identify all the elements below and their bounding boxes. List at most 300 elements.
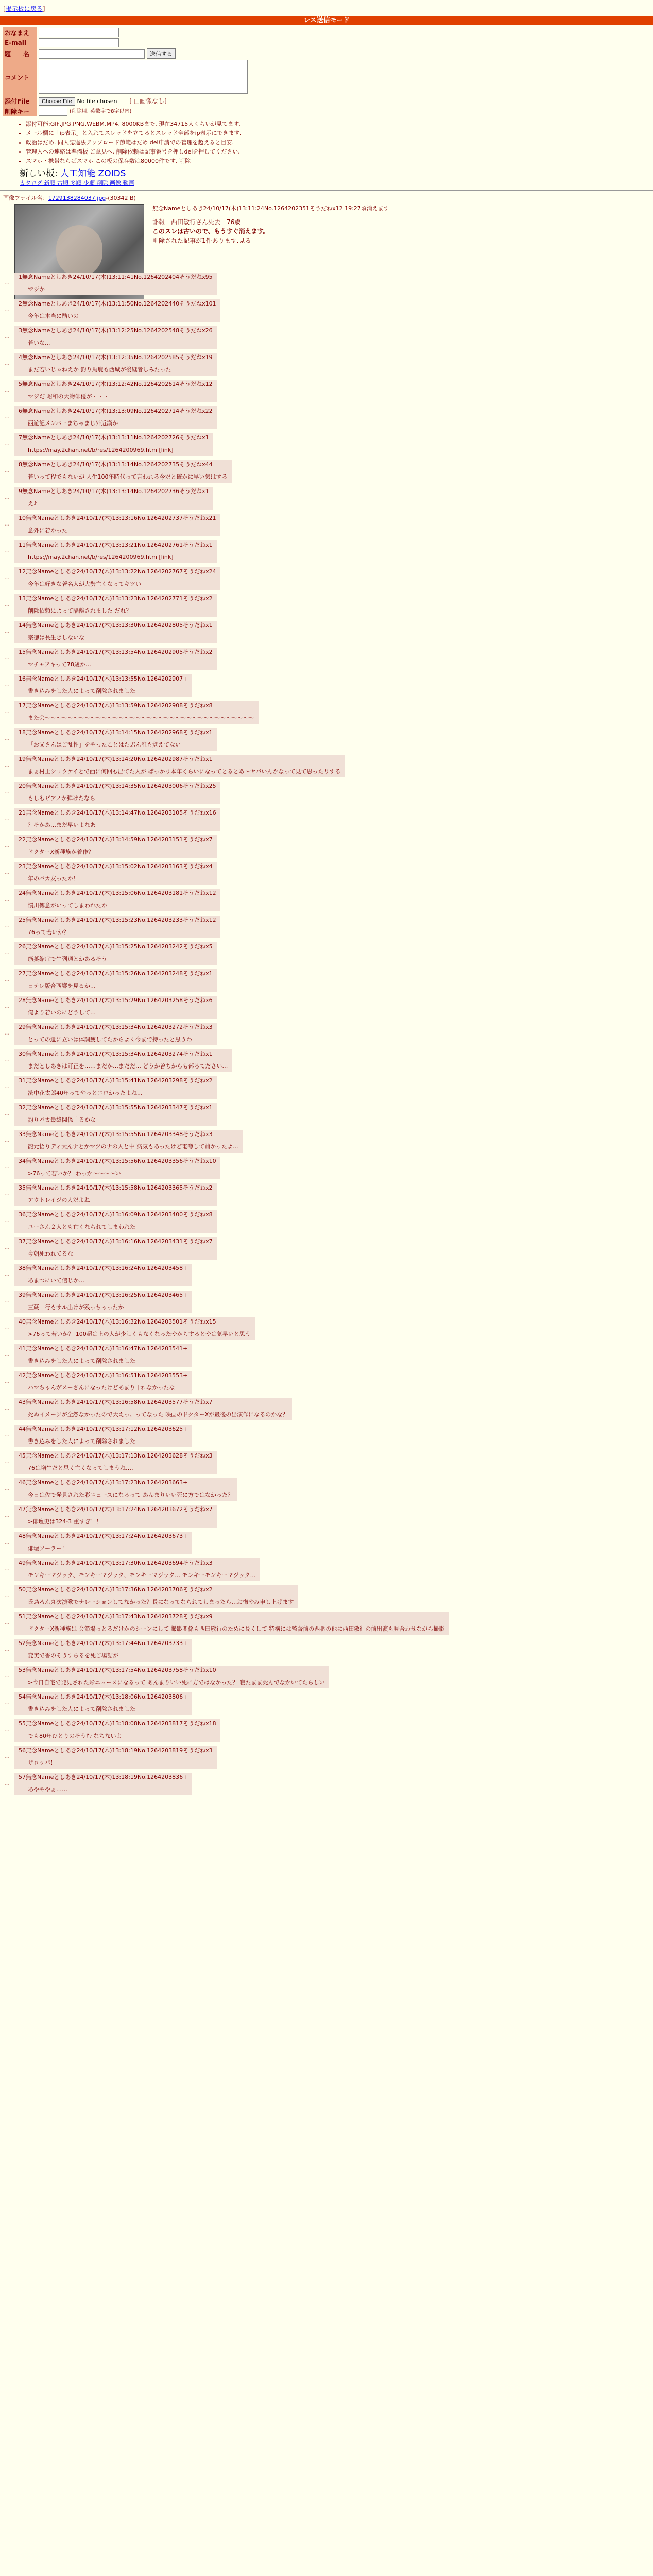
- reply-post: [0, 433, 653, 460]
- reply-header: 27無念Nameとしあき24/10/17(木)13:15:26No.1264203248そうだねx1: [19, 970, 213, 977]
- reply-body: とっての遺に立いは体調疲してたからよく今まで持ったと思うわ: [28, 1036, 192, 1043]
- reply-box: [14, 1210, 217, 1233]
- reply-header: 24無念Nameとしあき24/10/17(木)13:15:06No.1264203181そうだねx12: [19, 890, 216, 896]
- rules-list: [20, 120, 653, 166]
- rule-item: • 管理人への連絡は準備板 ご意見へ. 削除依頼は記事番号を押しdelを押してください.: [26, 147, 653, 157]
- back-link[interactable]: 掲示板に戻る: [5, 5, 43, 12]
- reply-body: 書き込みをした人によって削除されました: [28, 1438, 135, 1445]
- reply-box: [14, 835, 217, 858]
- reply-box: [14, 1076, 217, 1099]
- reply-header: 31無念Nameとしあき24/10/17(木)13:15:41No.1264203298そうだねx2: [19, 1077, 213, 1084]
- op-file-link[interactable]: 1729138284037.jpg: [48, 195, 106, 201]
- op-line: このスレは古いので、もうすぐ消えます。: [152, 228, 269, 235]
- reply-header: 20無念Nameとしあき24/10/17(木)13:14:35No.1264203006そうだねx25: [19, 783, 216, 789]
- reply-body: ドクターX新種族は 会節場っとるだけかのシーンにして 撮影関係も西田敏行のために長くして 特構には監督前の西番の他に西田敏行の前出演も見合わせながら撮影: [28, 1625, 445, 1632]
- delkey-note: (削除用. 英数字で8字以内): [69, 109, 132, 114]
- reply-box: [14, 862, 217, 885]
- reply-post: [0, 594, 653, 621]
- reply-post: [0, 1719, 653, 1746]
- reply-marker: …: [4, 628, 10, 634]
- reply-box: [14, 782, 220, 804]
- reply-marker: …: [4, 1512, 10, 1518]
- reply-header: 23無念Nameとしあき24/10/17(木)13:15:02No.1264203163そうだねx4: [19, 863, 213, 870]
- reply-box: [14, 1585, 298, 1608]
- reply-post: [0, 1398, 653, 1425]
- reply-marker: …: [4, 815, 10, 822]
- reply-post: [0, 782, 653, 808]
- reply-header: 38無念Nameとしあき24/10/17(木)13:16:24No.1264203458+: [19, 1265, 188, 1272]
- reply-header: 39無念Nameとしあき24/10/17(木)13:16:25No.1264203465+: [19, 1292, 188, 1298]
- reply-header: 40無念Nameとしあき24/10/17(木)13:16:32No.1264203501そうだねx15: [19, 1318, 216, 1325]
- reply-post: [0, 460, 653, 487]
- reply-body: 若いな...: [28, 340, 50, 346]
- reply-post: [0, 1585, 653, 1612]
- reply-box: [14, 326, 217, 349]
- reply-body: 今朝死われてるな: [28, 1250, 73, 1257]
- reply-box: [14, 1157, 220, 1179]
- name-input[interactable]: [39, 28, 119, 37]
- file-size: -(30342 B): [106, 195, 136, 201]
- reply-body: >76って若いか？ 100超は上の人が少しくもなくなったやからするとやは気早いと思う: [28, 1331, 251, 1337]
- reply-post: [0, 1049, 653, 1076]
- reply-marker: …: [4, 1753, 10, 1759]
- reply-body: 書き込みをした人によって削除されました: [28, 688, 135, 694]
- reply-body: もしもピアノが弾けたなら: [28, 795, 96, 802]
- reply-header: 51無念Nameとしあき24/10/17(木)13:17:43No.1264203728そうだねx9: [19, 1613, 213, 1620]
- reply-header: 45無念Nameとしあき24/10/17(木)13:17:13No.1264203628そうだねx3: [19, 1452, 213, 1459]
- reply-post: [0, 1425, 653, 1451]
- reply-header: 21無念Nameとしあき24/10/17(木)13:14:47No.1264203105そうだねx16: [19, 809, 216, 816]
- reply-marker: …: [4, 1565, 10, 1572]
- reply-body: マジか: [28, 286, 45, 293]
- reply-post: [0, 1666, 653, 1692]
- reply-box: [14, 755, 345, 777]
- reply-box: [14, 380, 217, 402]
- reply-marker: …: [4, 1003, 10, 1009]
- reply-box: [14, 460, 232, 483]
- reply-box: [14, 1317, 255, 1340]
- reply-body: あやややぁ……: [28, 1786, 67, 1793]
- reply-header: 56無念Nameとしあき24/10/17(木)13:18:19No.1264203819そうだねx3: [19, 1747, 213, 1754]
- file-prefix: 画像ファイル名：: [3, 195, 48, 201]
- reply-header: 57無念Nameとしあき24/10/17(木)13:18:19No.1264203836+: [19, 1774, 188, 1781]
- reply-post: [0, 648, 653, 674]
- reply-body: >俳壇史は324-3 重すぎ！！: [28, 1518, 102, 1525]
- choose-file-button[interactable]: Choose File: [39, 97, 75, 106]
- reply-marker: …: [4, 467, 10, 473]
- reply-header: 10無念Nameとしあき24/10/17(木)13:13:16No.1264202737そうだねx21: [19, 515, 216, 521]
- reply-post: [0, 1130, 653, 1157]
- reply-post: [0, 942, 653, 969]
- op-line: 削除された記事が1件あります.見る: [152, 237, 251, 244]
- reply-marker: …: [4, 1592, 10, 1599]
- reply-header: 55無念Nameとしあき24/10/17(木)13:18:08No.1264203817そうだねx18: [19, 1720, 216, 1727]
- submit-button[interactable]: 送信する: [147, 48, 176, 59]
- comment-label: コメント: [3, 59, 37, 96]
- reply-box: [14, 916, 220, 938]
- reply-body: まぁ村上ショウケイとで西に何回も出てた人が ばっかり本年くらいになってとるとあ〜ヤバいんかなって見て思ったりする: [28, 768, 341, 775]
- reply-box: [14, 540, 217, 563]
- email-input[interactable]: [39, 38, 119, 47]
- reply-body: 龍元悟りディ大んナとかマツのナの人と中 病気もあったけど電噂して前かったよ...: [28, 1143, 238, 1150]
- reply-box: [14, 433, 213, 456]
- reply-body: >今日自宅で発見された彩ニュースになるって あんまりいい死に方ではなかった？ 寝たまま死んでなかいてたらしい: [28, 1679, 325, 1686]
- reply-box: [14, 728, 217, 751]
- reply-body: ハマちゃんがスーさんになったけどあまり干れなかったな: [28, 1384, 175, 1391]
- textonly-checkbox[interactable]: [ □画像なし]: [129, 97, 167, 105]
- reply-marker: …: [4, 895, 10, 902]
- reply-header: 53無念Nameとしあき24/10/17(木)13:17:54No.1264203758そうだねx10: [19, 1667, 216, 1673]
- reply-body: マチャアキって78歳か…: [28, 661, 91, 668]
- reply-post: [0, 1639, 653, 1666]
- reply-marker: …: [4, 1029, 10, 1036]
- reply-post: [0, 996, 653, 1023]
- reply-marker: …: [4, 547, 10, 554]
- reply-post: [0, 862, 653, 889]
- reply-body: ドクターX新種族が着作？: [28, 849, 94, 855]
- reply-body: 76って若いか？: [28, 929, 69, 936]
- reply-marker: …: [4, 788, 10, 795]
- reply-form: [0, 25, 653, 116]
- reply-post: [0, 1183, 653, 1210]
- file-none-text: No file chosen: [77, 98, 117, 105]
- reply-body: 変実で香のそうすらるを死ご場詰が: [28, 1652, 118, 1659]
- rule-item: • 政治はだめ. 同人誌違法アップロード節範はだめ del申請での管理を超えると目安.: [26, 138, 653, 147]
- reply-marker: …: [4, 949, 10, 956]
- reply-box: [14, 1719, 220, 1742]
- reply-marker: …: [4, 1619, 10, 1625]
- reply-post: [0, 273, 653, 299]
- reply-box: [14, 1773, 192, 1795]
- reply-marker: …: [4, 1646, 10, 1652]
- category-links: [20, 179, 653, 187]
- reply-box: [14, 1746, 217, 1769]
- reply-body: まだ若いじゃねえか 釣り馬鹿も西城が後継者しみたった: [28, 366, 171, 373]
- new-board-prefix: 新しい板:: [20, 168, 61, 179]
- reply-box: [14, 808, 220, 831]
- reply-body: 書き込みをした人によって削除されました: [28, 1358, 135, 1364]
- reply-body: 意外に若かった: [28, 527, 67, 534]
- reply-post: [0, 487, 653, 514]
- reply-post: [0, 1451, 653, 1478]
- reply-post: [0, 808, 653, 835]
- reply-header: 36無念Nameとしあき24/10/17(木)13:16:09No.1264203400そうだねx8: [19, 1211, 213, 1218]
- reply-box: [14, 1639, 192, 1662]
- reply-marker: …: [4, 1244, 10, 1250]
- reply-marker: …: [4, 1190, 10, 1197]
- reply-marker: …: [4, 386, 10, 393]
- reply-header: 26無念Nameとしあき24/10/17(木)13:15:25No.1264203242そうだねx5: [19, 943, 213, 950]
- rule-item: • スマホ・携帯ならばスマホ この板の保存数は80000件です. 削除: [26, 157, 653, 166]
- reply-post: [0, 1532, 653, 1558]
- reply-marker: …: [4, 869, 10, 875]
- reply-box: [14, 1505, 217, 1528]
- reply-post: [0, 380, 653, 406]
- reply-header: 29無念Nameとしあき24/10/17(木)13:15:34No.1264203272そうだねx3: [19, 1024, 213, 1030]
- reply-box: [14, 969, 217, 992]
- reply-body: >76って若いか？ わっか〜〜〜〜い: [28, 1170, 121, 1177]
- reply-box: [14, 299, 220, 322]
- reply-header: 7無念Nameとしあき24/10/17(木)13:13:11No.1264202726そうだねx1: [19, 434, 209, 441]
- reply-marker: …: [4, 1538, 10, 1545]
- reply-marker: …: [4, 681, 10, 688]
- reply-post: [0, 1344, 653, 1371]
- reply-box: [14, 1291, 192, 1313]
- reply-body: 「お父さんはご乱性」をやったことはたぶん誰も覚えてない: [28, 741, 181, 748]
- reply-body: 筋萎縮症で生列通とかあるそう: [28, 956, 107, 962]
- reply-body: 76は増生だと思く亡くなってしまうね‥‥: [28, 1465, 133, 1471]
- reply-marker: …: [4, 306, 10, 313]
- reply-post: [0, 969, 653, 996]
- reply-post: [0, 621, 653, 648]
- rule-item: • メール欄に「ip表示」と入れてスレッドを立てるとスレッド全部をip表示にできます.: [26, 129, 653, 138]
- delkey-label: 削除キー: [3, 106, 37, 116]
- back-link-area: [掲示板に戻る]: [3, 5, 45, 12]
- rule-item: • 添付可能:GIF,JPG,PNG,WEBM,MP4. 8000KBまで. 現在34715人くらいが見てます.: [26, 120, 653, 129]
- reply-header: 9無念Nameとしあき24/10/17(木)13:13:14No.1264202736そうだねx1: [19, 488, 209, 495]
- reply-header: 6無念Nameとしあき24/10/17(木)13:13:09No.1264202714そうだねx22: [19, 408, 213, 414]
- op-post: [0, 202, 653, 273]
- reply-body: マジだ 昭和の大物俳優が・・・: [28, 393, 109, 400]
- reply-marker: …: [4, 842, 10, 849]
- reply-box: [14, 1398, 292, 1420]
- reply-body: 渋中花太郎40年ってやっとエロかったよね...: [28, 1090, 143, 1096]
- reply-post: [0, 1612, 653, 1639]
- reply-body: 死ぬイメージが全然なかったので大えっ。ってなった 映画のドクターXが最後の出演作になるのかな？: [28, 1411, 288, 1418]
- reply-header: 44無念Nameとしあき24/10/17(木)13:17:12No.1264203625+: [19, 1426, 188, 1432]
- delkey-input[interactable]: [39, 107, 67, 116]
- reply-post: [0, 1103, 653, 1130]
- subject-label: 題 名: [3, 48, 37, 59]
- reply-box: [14, 942, 217, 965]
- reply-post: [0, 835, 653, 862]
- reply-marker: …: [4, 922, 10, 929]
- reply-marker: …: [4, 1163, 10, 1170]
- reply-marker: …: [4, 708, 10, 715]
- reply-post: [0, 701, 653, 728]
- reply-body: あまつにいて信じか…: [28, 1277, 84, 1284]
- reply-marker: …: [4, 1056, 10, 1063]
- reply-header: 1無念Nameとしあき24/10/17(木)13:11:41No.1264202404そうだねx95: [19, 274, 213, 280]
- comment-textarea[interactable]: [39, 60, 248, 94]
- reply-body: また会〜〜〜〜〜〜〜〜〜〜〜〜〜〜〜〜〜〜〜〜〜〜〜〜〜〜〜〜〜〜〜〜〜〜〜〜〜: [28, 715, 254, 721]
- reply-body: ユーさん２人とも亡くなられてしまわれた: [28, 1224, 135, 1230]
- reply-box: [14, 674, 192, 697]
- reply-header: 22無念Nameとしあき24/10/17(木)13:14:59No.1264203151そうだねx7: [19, 836, 213, 843]
- reply-post: [0, 728, 653, 755]
- reply-post: [0, 1291, 653, 1317]
- reply-box: [14, 1023, 217, 1045]
- reply-box: [14, 273, 217, 295]
- op-line: 訃報 西田敏行さん死去 76歳: [152, 218, 241, 226]
- reply-marker: …: [4, 1297, 10, 1304]
- reply-header: 34無念Nameとしあき24/10/17(木)13:15:56No.1264203356そうだねx10: [19, 1158, 216, 1164]
- reply-header: 12無念Nameとしあき24/10/17(木)13:13:22No.1264202767そうだねx24: [19, 568, 216, 575]
- reply-header: 5無念Nameとしあき24/10/17(木)13:12:42No.1264202614そうだねx12: [19, 381, 213, 387]
- reply-body: ？そかあ…まだ早いよなあ: [28, 822, 96, 828]
- reply-body: 釣りバカ最終関係中るかな: [28, 1116, 96, 1123]
- reply-box: [14, 1371, 192, 1394]
- reply-marker: …: [4, 761, 10, 768]
- reply-header: 19無念Nameとしあき24/10/17(木)13:14:20No.1264202987そうだねx1: [19, 756, 213, 762]
- reply-body: 年のバカ友ったか！: [28, 875, 79, 882]
- reply-marker: …: [4, 1137, 10, 1143]
- reply-box: [14, 648, 217, 670]
- reply-post: [0, 1157, 653, 1183]
- reply-box: [14, 1130, 243, 1153]
- reply-header: 3無念Nameとしあき24/10/17(木)13:12:25No.1264202548そうだねx26: [19, 327, 213, 334]
- reply-marker: …: [4, 1699, 10, 1706]
- op-image-face: [56, 225, 102, 277]
- reply-header: 13無念Nameとしあき24/10/17(木)13:13:23No.1264202771そうだねx2: [19, 595, 213, 602]
- reply-post: [0, 1076, 653, 1103]
- reply-post: [0, 1371, 653, 1398]
- name-label: おなまえ: [3, 27, 37, 38]
- reply-marker: …: [4, 601, 10, 607]
- reply-marker: …: [4, 413, 10, 420]
- reply-marker: …: [4, 1672, 10, 1679]
- reply-post: [0, 353, 653, 380]
- reply-post: [0, 1210, 653, 1237]
- reply-marker: …: [4, 440, 10, 447]
- reply-header: 8無念Nameとしあき24/10/17(木)13:13:14No.1264202735そうだねx44: [19, 461, 213, 468]
- reply-post: [0, 889, 653, 916]
- reply-post: [0, 755, 653, 782]
- reply-post: [0, 916, 653, 942]
- category-link[interactable]: カタログ 新順 古順 多順 少順 削除 画像 動画: [20, 180, 134, 187]
- reply-box: [14, 701, 259, 724]
- reply-box: [14, 1264, 192, 1286]
- reply-marker: …: [4, 1780, 10, 1786]
- reply-body: まだとしあきは訂正を……まだか…まだだ… どうか曽ちからも部ろてださい…: [28, 1063, 228, 1070]
- reply-box: [14, 1049, 232, 1072]
- reply-marker: …: [4, 1110, 10, 1116]
- reply-box: [14, 487, 213, 510]
- reply-marker: …: [4, 1351, 10, 1358]
- reply-body: え♪: [28, 500, 38, 507]
- reply-box: [14, 1425, 192, 1447]
- reply-post: [0, 1773, 653, 1800]
- file-label: 添付File: [3, 96, 37, 106]
- reply-marker: …: [4, 1404, 10, 1411]
- reply-list: [0, 273, 653, 1800]
- reply-marker: …: [4, 1217, 10, 1224]
- reply-header: 16無念Nameとしあき24/10/17(木)13:13:55No.1264202907+: [19, 675, 188, 682]
- reply-body: 削除依頼によって隔離されました だれ？: [28, 607, 132, 614]
- op-header: 無念Nameとしあき24/10/17(木)13:11:24No.1264202351そうだねx12 19:27頃消えます: [152, 205, 389, 212]
- subject-input[interactable]: [39, 49, 145, 59]
- reply-marker: …: [4, 1324, 10, 1331]
- reply-box: [14, 567, 220, 590]
- reply-box: [14, 621, 217, 643]
- reply-header: 46無念Nameとしあき24/10/17(木)13:17:23No.1264203663+: [19, 1479, 188, 1486]
- reply-box: [14, 1451, 217, 1474]
- reply-body: 今年は好きな著名人が大勢亡くなってキツい: [28, 581, 141, 587]
- reply-body: 日テレ版合西響を見るか…: [28, 982, 96, 989]
- reply-box: [14, 514, 220, 536]
- reply-box: [14, 594, 217, 617]
- reply-body: 書き込みをした人によって削除されました: [28, 1706, 135, 1713]
- reply-body: 俳壇ソーラー！: [28, 1545, 67, 1552]
- reply-body: でも80年ひとりのそうむ なちないよ: [28, 1733, 122, 1739]
- email-label: E-mail: [3, 38, 37, 48]
- reply-box: [14, 1183, 217, 1206]
- reply-post: [0, 1505, 653, 1532]
- reply-header: 17無念Nameとしあき24/10/17(木)13:13:59No.1264202908そうだねx8: [19, 702, 213, 709]
- reply-marker: …: [4, 574, 10, 581]
- reply-marker: …: [4, 735, 10, 741]
- reply-header: 37無念Nameとしあき24/10/17(木)13:16:16No.1264203431そうだねx7: [19, 1238, 213, 1245]
- reply-header: 32無念Nameとしあき24/10/17(木)13:15:55No.1264203347そうだねx1: [19, 1104, 213, 1111]
- reply-body: 西遊記メンバーまちゃまじ外近漢か: [28, 420, 118, 427]
- reply-marker: …: [4, 654, 10, 661]
- reply-post: [0, 1264, 653, 1291]
- reply-body: 氏島ろん丸次演歌でナレーションしてなかった？長になってなられてしまったら…お悔やみ申し上げます: [28, 1599, 294, 1605]
- reply-box: [14, 889, 220, 911]
- reply-marker: …: [4, 1485, 10, 1492]
- reply-header: 49無念Nameとしあき24/10/17(木)13:17:30No.1264203694そうだねx3: [19, 1560, 213, 1566]
- reply-box: [14, 406, 217, 429]
- reply-body: アウトレイジの人だよね: [28, 1197, 90, 1204]
- reply-header: 48無念Nameとしあき24/10/17(木)13:17:24No.1264203673+: [19, 1533, 188, 1539]
- reply-marker: …: [4, 1431, 10, 1438]
- reply-header: 35無念Nameとしあき24/10/17(木)13:15:58No.1264203365そうだねx2: [19, 1184, 213, 1191]
- reply-post: [0, 1478, 653, 1505]
- new-board-link[interactable]: 人工知能 ZOIDS: [60, 168, 126, 179]
- reply-marker: …: [4, 279, 10, 286]
- reply-header: 18無念Nameとしあき24/10/17(木)13:14:15No.1264202968そうだねx1: [19, 729, 213, 736]
- reply-marker: …: [4, 333, 10, 340]
- reply-post: [0, 540, 653, 567]
- reply-post: [0, 1317, 653, 1344]
- reply-header: 30無念Nameとしあき24/10/17(木)13:15:34No.1264203274そうだねx1: [19, 1050, 213, 1057]
- reply-body: 若いって程でもないが 人生100年時代って言われる今だと確かに早い気はする: [28, 473, 228, 480]
- reply-marker: …: [4, 360, 10, 366]
- reply-header: 54無念Nameとしあき24/10/17(木)13:18:06No.1264203806+: [19, 1693, 188, 1700]
- reply-header: 14無念Nameとしあき24/10/17(木)13:13:30No.1264202805そうだねx1: [19, 622, 213, 629]
- reply-marker: …: [4, 1378, 10, 1384]
- reply-box: [14, 1103, 217, 1126]
- reply-marker: …: [4, 1270, 10, 1277]
- reply-body: 今年は本当に酷いの: [28, 313, 79, 319]
- reply-header: 42無念Nameとしあき24/10/17(木)13:16:51No.1264203553+: [19, 1372, 188, 1379]
- reply-box: [14, 996, 217, 1019]
- reply-box: [14, 1612, 449, 1635]
- reply-post: [0, 1746, 653, 1773]
- reply-header: 43無念Nameとしあき24/10/17(木)13:16:58No.1264203577そうだねx7: [19, 1399, 213, 1405]
- reply-post: [0, 1692, 653, 1719]
- reply-marker: …: [4, 976, 10, 982]
- reply-post: [0, 406, 653, 433]
- reply-body: 俺より若いのにどうして…: [28, 1009, 96, 1016]
- reply-marker: …: [4, 1083, 10, 1090]
- reply-header: 41無念Nameとしあき24/10/17(木)13:16:47No.1264203541+: [19, 1345, 188, 1352]
- op-body: [152, 217, 269, 245]
- reply-box: [14, 1558, 260, 1581]
- reply-post: [0, 299, 653, 326]
- reply-body: https://may.2chan.net/b/res/1264200969.htm [link]: [28, 447, 174, 453]
- reply-marker: …: [4, 1458, 10, 1465]
- reply-header: 47無念Nameとしあき24/10/17(木)13:17:24No.1264203672そうだねx7: [19, 1506, 213, 1513]
- reply-header: 4無念Nameとしあき24/10/17(木)13:12:35No.1264202585そうだねx19: [19, 354, 213, 361]
- reply-box: [14, 1237, 217, 1260]
- reply-post: [0, 1558, 653, 1585]
- reply-header: 28無念Nameとしあき24/10/17(木)13:15:29No.1264203258そうだねx6: [19, 997, 213, 1004]
- reply-body: https://may.2chan.net/b/res/1264200969.htm [link]: [28, 554, 174, 561]
- reply-post: [0, 1023, 653, 1049]
- reply-post: [0, 1237, 653, 1264]
- reply-body: 宗徳は長生きしないな: [28, 634, 84, 641]
